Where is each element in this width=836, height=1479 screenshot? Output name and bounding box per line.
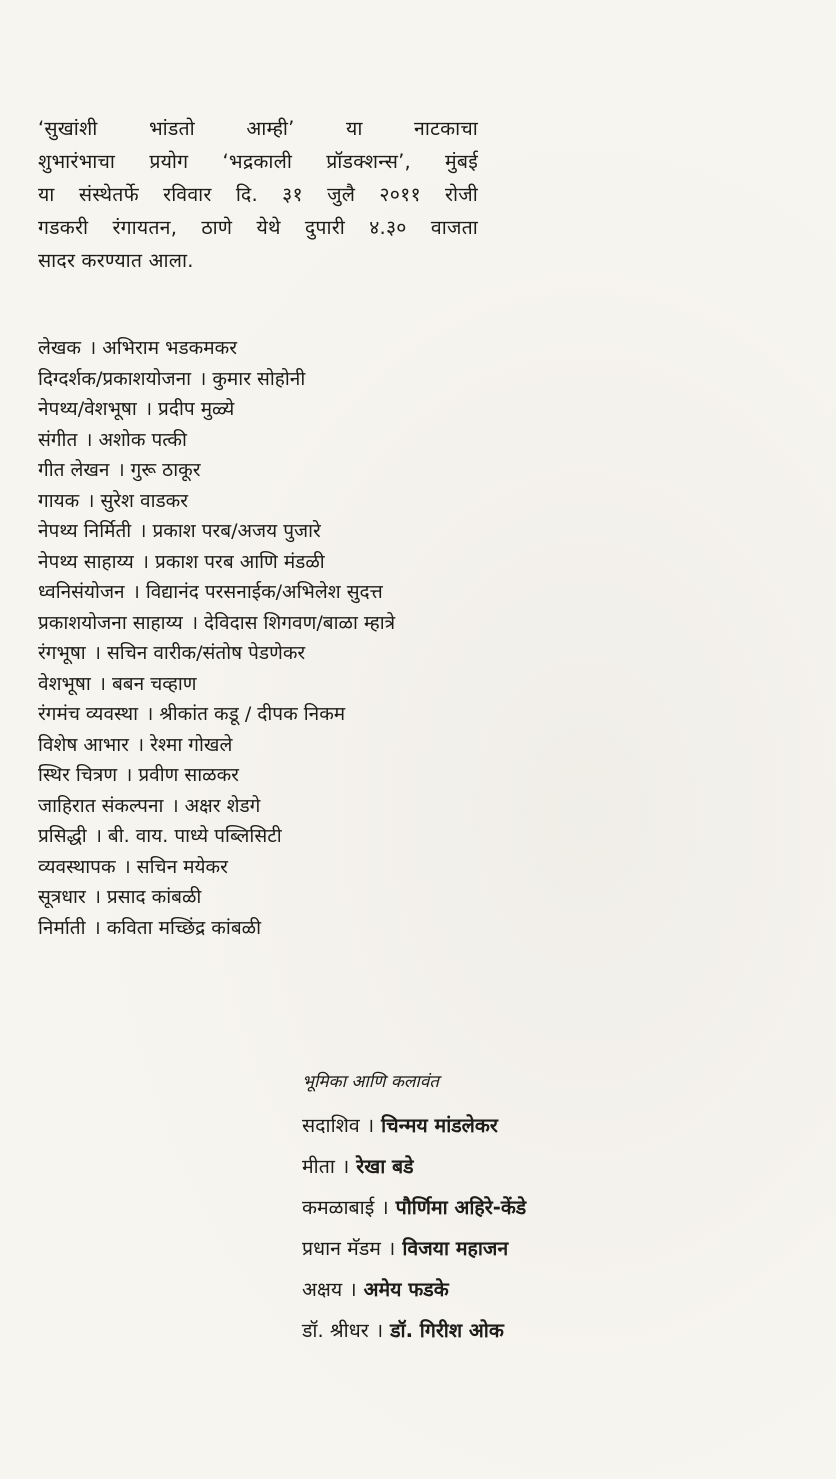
credit-separator: । <box>117 459 125 481</box>
cast-row <box>302 1105 782 1146</box>
credit-row <box>38 913 558 944</box>
credit-role: प्रकाशयोजना साहाय्य <box>38 611 183 634</box>
credit-role: संगीत <box>38 428 78 451</box>
credit-role: नेपथ्य साहाय्य <box>38 550 134 573</box>
credit-separator: । <box>146 703 154 725</box>
cast-separator: । <box>381 1196 389 1219</box>
credit-row <box>38 608 558 639</box>
credit-role: स्थिर चित्रण <box>38 764 118 786</box>
credit-row <box>38 669 558 700</box>
credit-name: सुरेश वाडकर <box>100 489 189 512</box>
intro-line: गडकरी रंगायतन, ठाणे येथे दुपारी ४.३० वाजता <box>38 216 478 239</box>
credit-separator: । <box>85 428 93 451</box>
credit-separator: । <box>93 642 101 664</box>
credit-role: निर्माती <box>38 916 86 939</box>
cast-separator: । <box>341 1155 350 1178</box>
credit-separator: । <box>87 489 95 512</box>
credit-separator: । <box>123 855 131 878</box>
cast-role: अक्षय <box>302 1278 343 1301</box>
credit-role: नेपथ्य निर्मिती <box>38 520 132 542</box>
credit-row <box>38 791 558 822</box>
credit-role: दिग्दर्शक/प्रकाशयोजना <box>38 367 192 390</box>
credit-separator: । <box>199 367 207 390</box>
cast-role: डॉ. श्रीधर <box>302 1319 369 1342</box>
credit-role: जाहिरात संकल्पना <box>38 794 164 817</box>
credit-separator: । <box>190 611 199 634</box>
credit-row <box>38 760 558 791</box>
credit-separator: । <box>139 520 147 542</box>
cast-actor: अमेय फडके <box>363 1278 449 1301</box>
credit-row <box>38 364 558 395</box>
credit-separator: । <box>94 825 102 847</box>
credit-separator: । <box>132 581 140 603</box>
cast-actor: रेखा बडे <box>356 1155 414 1178</box>
credit-name: अभिराम भडकमकर <box>102 337 237 359</box>
credit-row <box>38 333 558 364</box>
credit-row <box>38 425 558 456</box>
credit-role: लेखक <box>38 337 82 359</box>
credit-name: रेश्मा गोखले <box>150 733 233 756</box>
credit-role: गीत लेखन <box>38 459 110 481</box>
credit-name: सचिन मयेकर <box>136 855 228 878</box>
cast-actor: पौर्णिमा अहिरे-केंडे <box>395 1196 527 1219</box>
cast-row <box>302 1146 782 1187</box>
credit-separator: । <box>171 794 179 817</box>
cast-actor: चिन्मय मांडलेकर <box>381 1114 498 1137</box>
credit-row <box>38 638 558 669</box>
cast-row <box>302 1187 782 1228</box>
credit-row <box>38 577 558 608</box>
credit-name: कविता मच्छिंद्र कांबळी <box>106 916 262 939</box>
credit-row <box>38 547 558 578</box>
credit-name: श्रीकांत कडू / दीपक निकम <box>159 703 346 725</box>
credit-name: प्रकाश परब/अजय पुजारे <box>152 520 321 542</box>
credit-role: व्यवस्थापक <box>38 855 116 878</box>
credit-separator: । <box>93 886 101 908</box>
credit-separator: । <box>144 398 153 420</box>
credit-name: बी. वाय. पाध्ये पब्लिसिटी <box>107 825 282 847</box>
credit-name: देविदास शिगवण/बाळा म्हात्रे <box>204 611 396 634</box>
credit-separator: । <box>98 672 106 695</box>
cast-role: प्रधान मॅडम <box>302 1237 381 1260</box>
credit-separator: । <box>141 550 149 573</box>
credit-separator: । <box>89 337 97 359</box>
credit-name: प्रवीण साळकर <box>138 764 239 786</box>
credit-row <box>38 394 558 425</box>
cast-row <box>302 1310 782 1351</box>
credit-row <box>38 852 558 883</box>
credit-name: प्रसाद कांबळी <box>106 886 202 908</box>
cast-actor: विजया महाजन <box>402 1237 509 1260</box>
credit-row <box>38 821 558 852</box>
credit-row <box>38 730 558 761</box>
intro-line: शुभारंभाचा प्रयोग ‘भद्रकाली प्रॉडक्शन्स’, मुंबई <box>38 150 478 173</box>
credit-row <box>38 882 558 913</box>
credit-separator: । <box>125 764 133 786</box>
credit-role: गायक <box>38 489 80 512</box>
credit-role: वेशभूषा <box>38 672 91 695</box>
credit-row <box>38 516 558 547</box>
cast-row <box>302 1228 782 1269</box>
cast-role: सदाशिव <box>302 1114 360 1137</box>
intro-line: ‘सुखांशी भांडतो आम्ही’ या नाटकाचा <box>38 117 478 140</box>
credit-row <box>38 486 558 517</box>
credit-name: प्रदीप मुळ्ये <box>158 398 235 420</box>
credit-name: सचिन वारीक/संतोष पेडणेकर <box>106 642 306 664</box>
credit-name: कुमार सोहोनी <box>212 367 306 390</box>
credit-row <box>38 455 558 486</box>
credit-name: प्रकाश परब आणि मंडळी <box>154 550 325 573</box>
intro-line: सादर करण्यात आला. <box>38 249 194 272</box>
credit-name: विद्यानंद परसनाईक/अभिलेश सुदत्त <box>145 581 383 603</box>
cast-separator: । <box>387 1237 396 1260</box>
credit-role: ध्वनिसंयोजन <box>38 581 125 603</box>
cast-row <box>302 1269 782 1310</box>
cast-role: मीता <box>302 1155 335 1178</box>
credit-name: अक्षर शेडगे <box>184 794 261 817</box>
intro-line: या संस्थेतर्फे रविवार दि. ३१ जुलै २०११ रोजी <box>38 183 478 206</box>
credits-list <box>38 333 558 943</box>
cast-actor: डॉ. गिरीश ओक <box>390 1319 504 1342</box>
credit-separator: । <box>136 733 145 756</box>
credit-name: अशोक पत्की <box>98 428 187 451</box>
cast-separator: । <box>375 1319 384 1342</box>
credit-role: सूत्रधार <box>38 886 86 908</box>
credit-name: बबन चव्हाण <box>111 672 197 695</box>
credit-role: विशेष आभार <box>38 733 129 756</box>
credit-role: नेपथ्य/वेशभूषा <box>38 398 137 420</box>
credit-role: रंगभूषा <box>38 642 86 664</box>
credit-name: गुरू ठाकूर <box>130 459 201 481</box>
credit-row <box>38 699 558 730</box>
cast-separator: । <box>349 1278 357 1301</box>
cast-role: कमळाबाई <box>302 1196 375 1219</box>
credit-role: रंगमंच व्यवस्था <box>38 703 139 725</box>
cast-section <box>302 1069 782 1351</box>
credit-separator: । <box>93 916 101 939</box>
cast-separator: । <box>366 1114 375 1137</box>
credit-role: प्रसिद्धी <box>38 825 87 847</box>
cast-heading: भूमिका आणि कलावंत <box>302 1072 439 1092</box>
premiere-paragraph <box>38 112 478 277</box>
